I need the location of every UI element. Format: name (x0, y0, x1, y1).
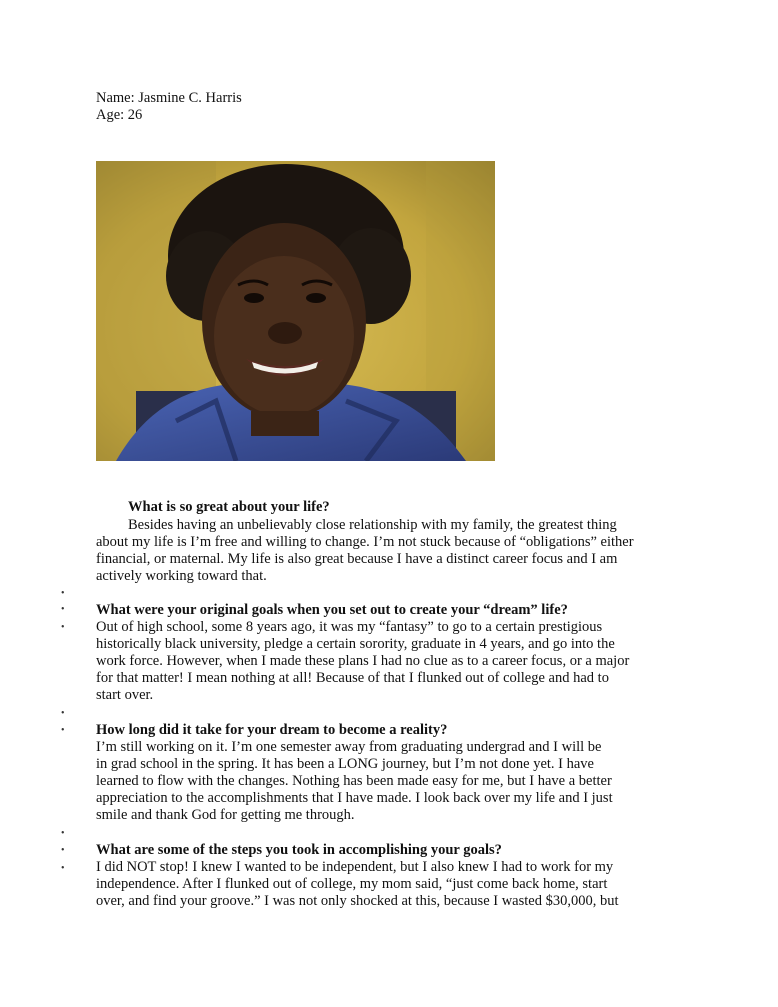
answer-3-line-2: in grad school in the spring. It has been a LONG journey, but I’m not done yet. I have (96, 756, 594, 772)
answer-2-line-4: for that matter! I mean nothing at all! Because of that I flunked out of college and had to (96, 670, 609, 686)
age-line: Age: 26 (96, 107, 143, 123)
answer-2-line-1: Out of high school, some 8 years ago, it was my “fantasy” to go to a certain prestigious (96, 619, 603, 635)
nose (268, 322, 302, 344)
left-eye (244, 293, 264, 303)
portrait-photo (96, 161, 495, 461)
bullet-marker: • (61, 622, 65, 633)
answer-4-line-3: over, and find your groove.” I was not only shocked at this, because I wasted $30,000, but (96, 893, 619, 909)
question-4: What are some of the steps you took in accomplishing your goals? (96, 842, 502, 858)
bullet-marker: • (61, 725, 65, 736)
answer-2-line-5: start over. (96, 687, 154, 703)
bullet-marker: • (61, 588, 65, 599)
answer-4-line-2: independence. After I flunked out of college, my mom said, “just come back home, start (96, 876, 608, 892)
bullet-marker: • (61, 828, 65, 839)
answer-1-line-2: about my life is I’m free and willing to change. I’m not stuck because of “obligations” either (96, 534, 634, 550)
answer-3-line-1: I’m still working on it. I’m one semester away from graduating undergrad and I will be (96, 739, 602, 755)
answer-2-line-2: historically black university, pledge a certain sorority, graduate in 4 years, and go into the (96, 636, 615, 652)
answer-3-line-4: appreciation to the accomplishments that I have made. I look back over my life and I just (96, 790, 613, 806)
bullet-marker: • (61, 863, 65, 874)
neck (251, 411, 319, 436)
answer-4-line-1: I did NOT stop! I knew I wanted to be independent, but I also knew I had to work for my (96, 859, 614, 875)
portrait-illustration (96, 161, 495, 461)
answer-1-line-3: financial, or maternal. My life is also great because I have a distinct career focus and I am (96, 551, 618, 567)
bullet-marker: • (61, 845, 65, 856)
bullet-marker: • (61, 708, 65, 719)
name-line: Name: Jasmine C. Harris (96, 90, 242, 106)
answer-3-line-5: smile and thank God for getting me through. (96, 807, 355, 823)
answer-3-line-3: learned to flow with the changes. Nothing has been made easy for me, but I have a better (96, 773, 612, 789)
answer-2-line-3: work force. However, when I made these plans I had no clue as to a career focus, or a major (96, 653, 630, 669)
right-eye (306, 293, 326, 303)
bullet-marker: • (61, 604, 65, 615)
answer-1-line-1: Besides having an unbelievably close relationship with my family, the greatest thing (128, 517, 617, 533)
question-3: How long did it take for your dream to become a reality? (96, 722, 448, 738)
question-1: What is so great about your life? (128, 499, 330, 515)
question-2: What were your original goals when you set out to create your “dream” life? (96, 602, 568, 618)
answer-1-line-4: actively working toward that. (96, 568, 267, 584)
